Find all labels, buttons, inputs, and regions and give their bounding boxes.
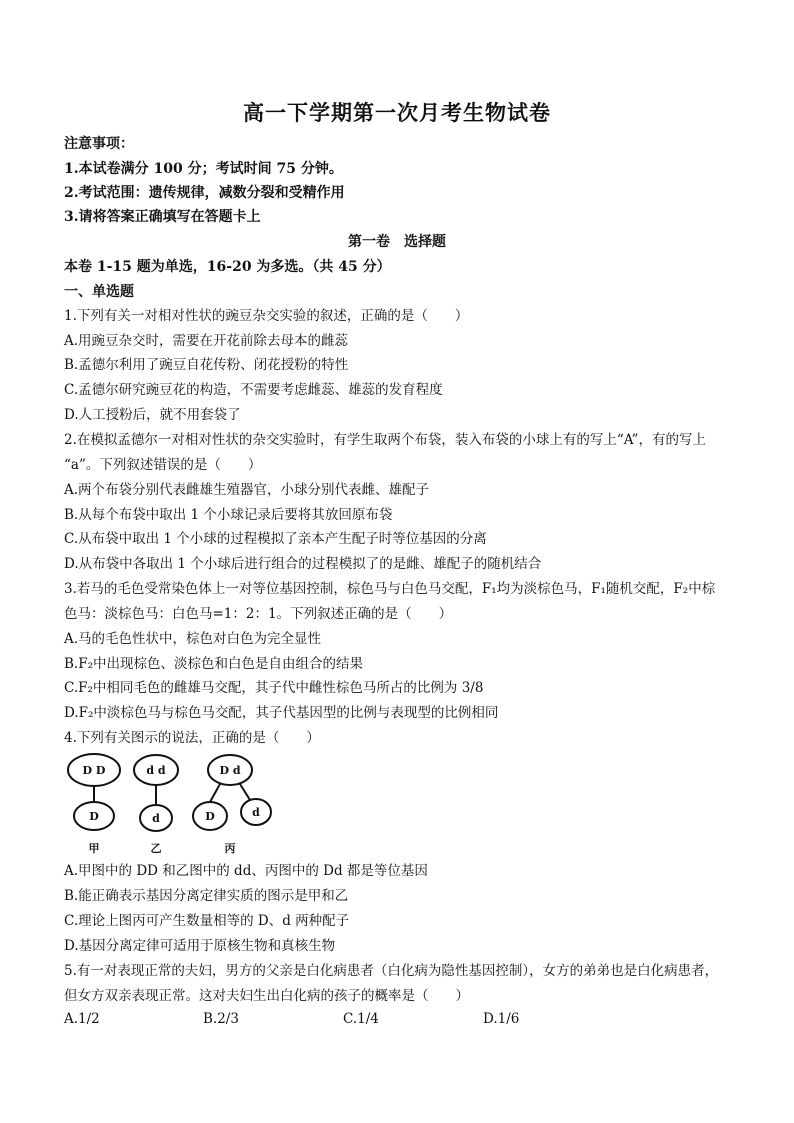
figure-label-bing: 丙 [224,842,236,855]
note-item: 3.请将答案正确填写在答题卡上 [64,209,261,225]
option-d: D.人工授粉后，就不用套袋了 [64,407,241,423]
gamete-genotype: d [252,806,260,819]
option-b: B.孟德尔利用了豌豆自花传粉、闭花授粉的特性 [64,357,349,373]
option-b: B.2/3 [203,1011,239,1027]
option-c: C.F₂中相同毛色的雌雄马交配，其子代中雌性棕色马所占的比例为 3/8 [64,680,484,696]
option-b: B.能正确表示基因分离定律实质的图示是甲和乙 [64,888,349,904]
connector [240,784,250,800]
option-c: C.从布袋中取出 1 个小球的过程模拟了亲本产生配子时等位基因的分离 [64,531,487,547]
notes-heading: 注意事项： [64,136,134,152]
option-d: D.1/6 [483,1011,520,1027]
option-d: D.F₂中淡棕色马与棕色马交配，其子代基因型的比例与表现型的比例相同 [64,705,499,721]
question-stem: 2.在模拟孟德尔一对相对性状的杂交实验时，有学生取两个布袋，装入布袋的小球上有的写上“A”，有的写上 [64,432,706,448]
question-stem-cont: “a”。下列叙述错误的是（ ） [64,457,262,473]
option-b: B.从每个布袋中取出 1 个小球记录后要将其放回原布袋 [64,507,393,523]
question-stem-cont: 但女方双亲表现正常。这对夫妇生出白化病的孩子的概率是（ ） [64,988,469,1004]
option-a: A.甲图中的 DD 和乙图中的 dd、丙图中的 Dd 都是等位基因 [64,863,428,879]
section-part-heading: 一、单选题 [64,284,134,300]
option-d: D.基因分离定律可适用于原核生物和真核生物 [64,938,336,954]
question-stem: 5.有一对表现正常的夫妇，男方的父亲是白化病患者（白化病为隐性基因控制），女方的弟弟也是白化病患者， [64,963,719,979]
option-c: C.1/4 [343,1011,379,1027]
question-stem-cont: 色马：淡棕色马：白色马=1：2：1。下列叙述正确的是（ ） [64,606,453,622]
section-description: 本卷 1-15 题为单选，16-20 为多选。（共 45 分） [64,259,391,275]
figure-label-yi: 乙 [150,842,162,855]
allele-diagram [64,752,274,857]
question-stem: 1.下列有关一对相对性状的豌豆杂交实验的叙述，正确的是（ ） [64,308,469,324]
figure-label-jia: 甲 [88,842,100,855]
parent-genotype-bing: D d [219,764,241,777]
question-stem: 3.若马的毛色受常染色体上一对等位基因控制，棕色马与白色马交配，F₁均为淡棕色马，F₁随机交配，F₂中棕 [64,581,716,597]
option-b: B.F₂中出现棕色、淡棕色和白色是自由组合的结果 [64,656,363,672]
option-a: A.用豌豆杂交时，需要在开花前除去母本的雌蕊 [64,333,349,349]
gamete-genotype: D [205,810,215,823]
option-a: A.1/2 [64,1011,100,1027]
note-item: 2.考试范围：遗传规律，减数分裂和受精作用 [64,185,345,201]
note-item: 1.本试卷满分 100 分；考试时间 75 分钟。 [64,161,343,177]
option-c: C.孟德尔研究豌豆花的构造，不需要考虑雌蕊、雄蕊的发育程度 [64,382,443,398]
gamete-genotype: d [152,812,160,825]
parent-genotype-jia: D D [82,764,106,777]
connector [210,784,220,802]
option-c: C.理论上图丙可产生数量相等的 D、d 两种配子 [64,913,350,929]
option-d: D.从布袋中各取出 1 个小球后进行组合的过程模拟了的是雌、雄配子的随机结合 [64,556,542,572]
question-stem: 4.下列有关图示的说法，正确的是（ ） [64,730,320,746]
section-title: 第一卷 选择题 [348,234,446,250]
parent-genotype-yi: d d [146,764,166,777]
page-title: 高一下学期第一次月考生物试卷 [243,100,551,125]
option-a: A.两个布袋分别代表雌雄生殖器官，小球分别代表雌、雄配子 [64,482,430,498]
option-a: A.马的毛色性状中，棕色对白色为完全显性 [64,631,322,647]
gamete-genotype: D [89,810,99,823]
